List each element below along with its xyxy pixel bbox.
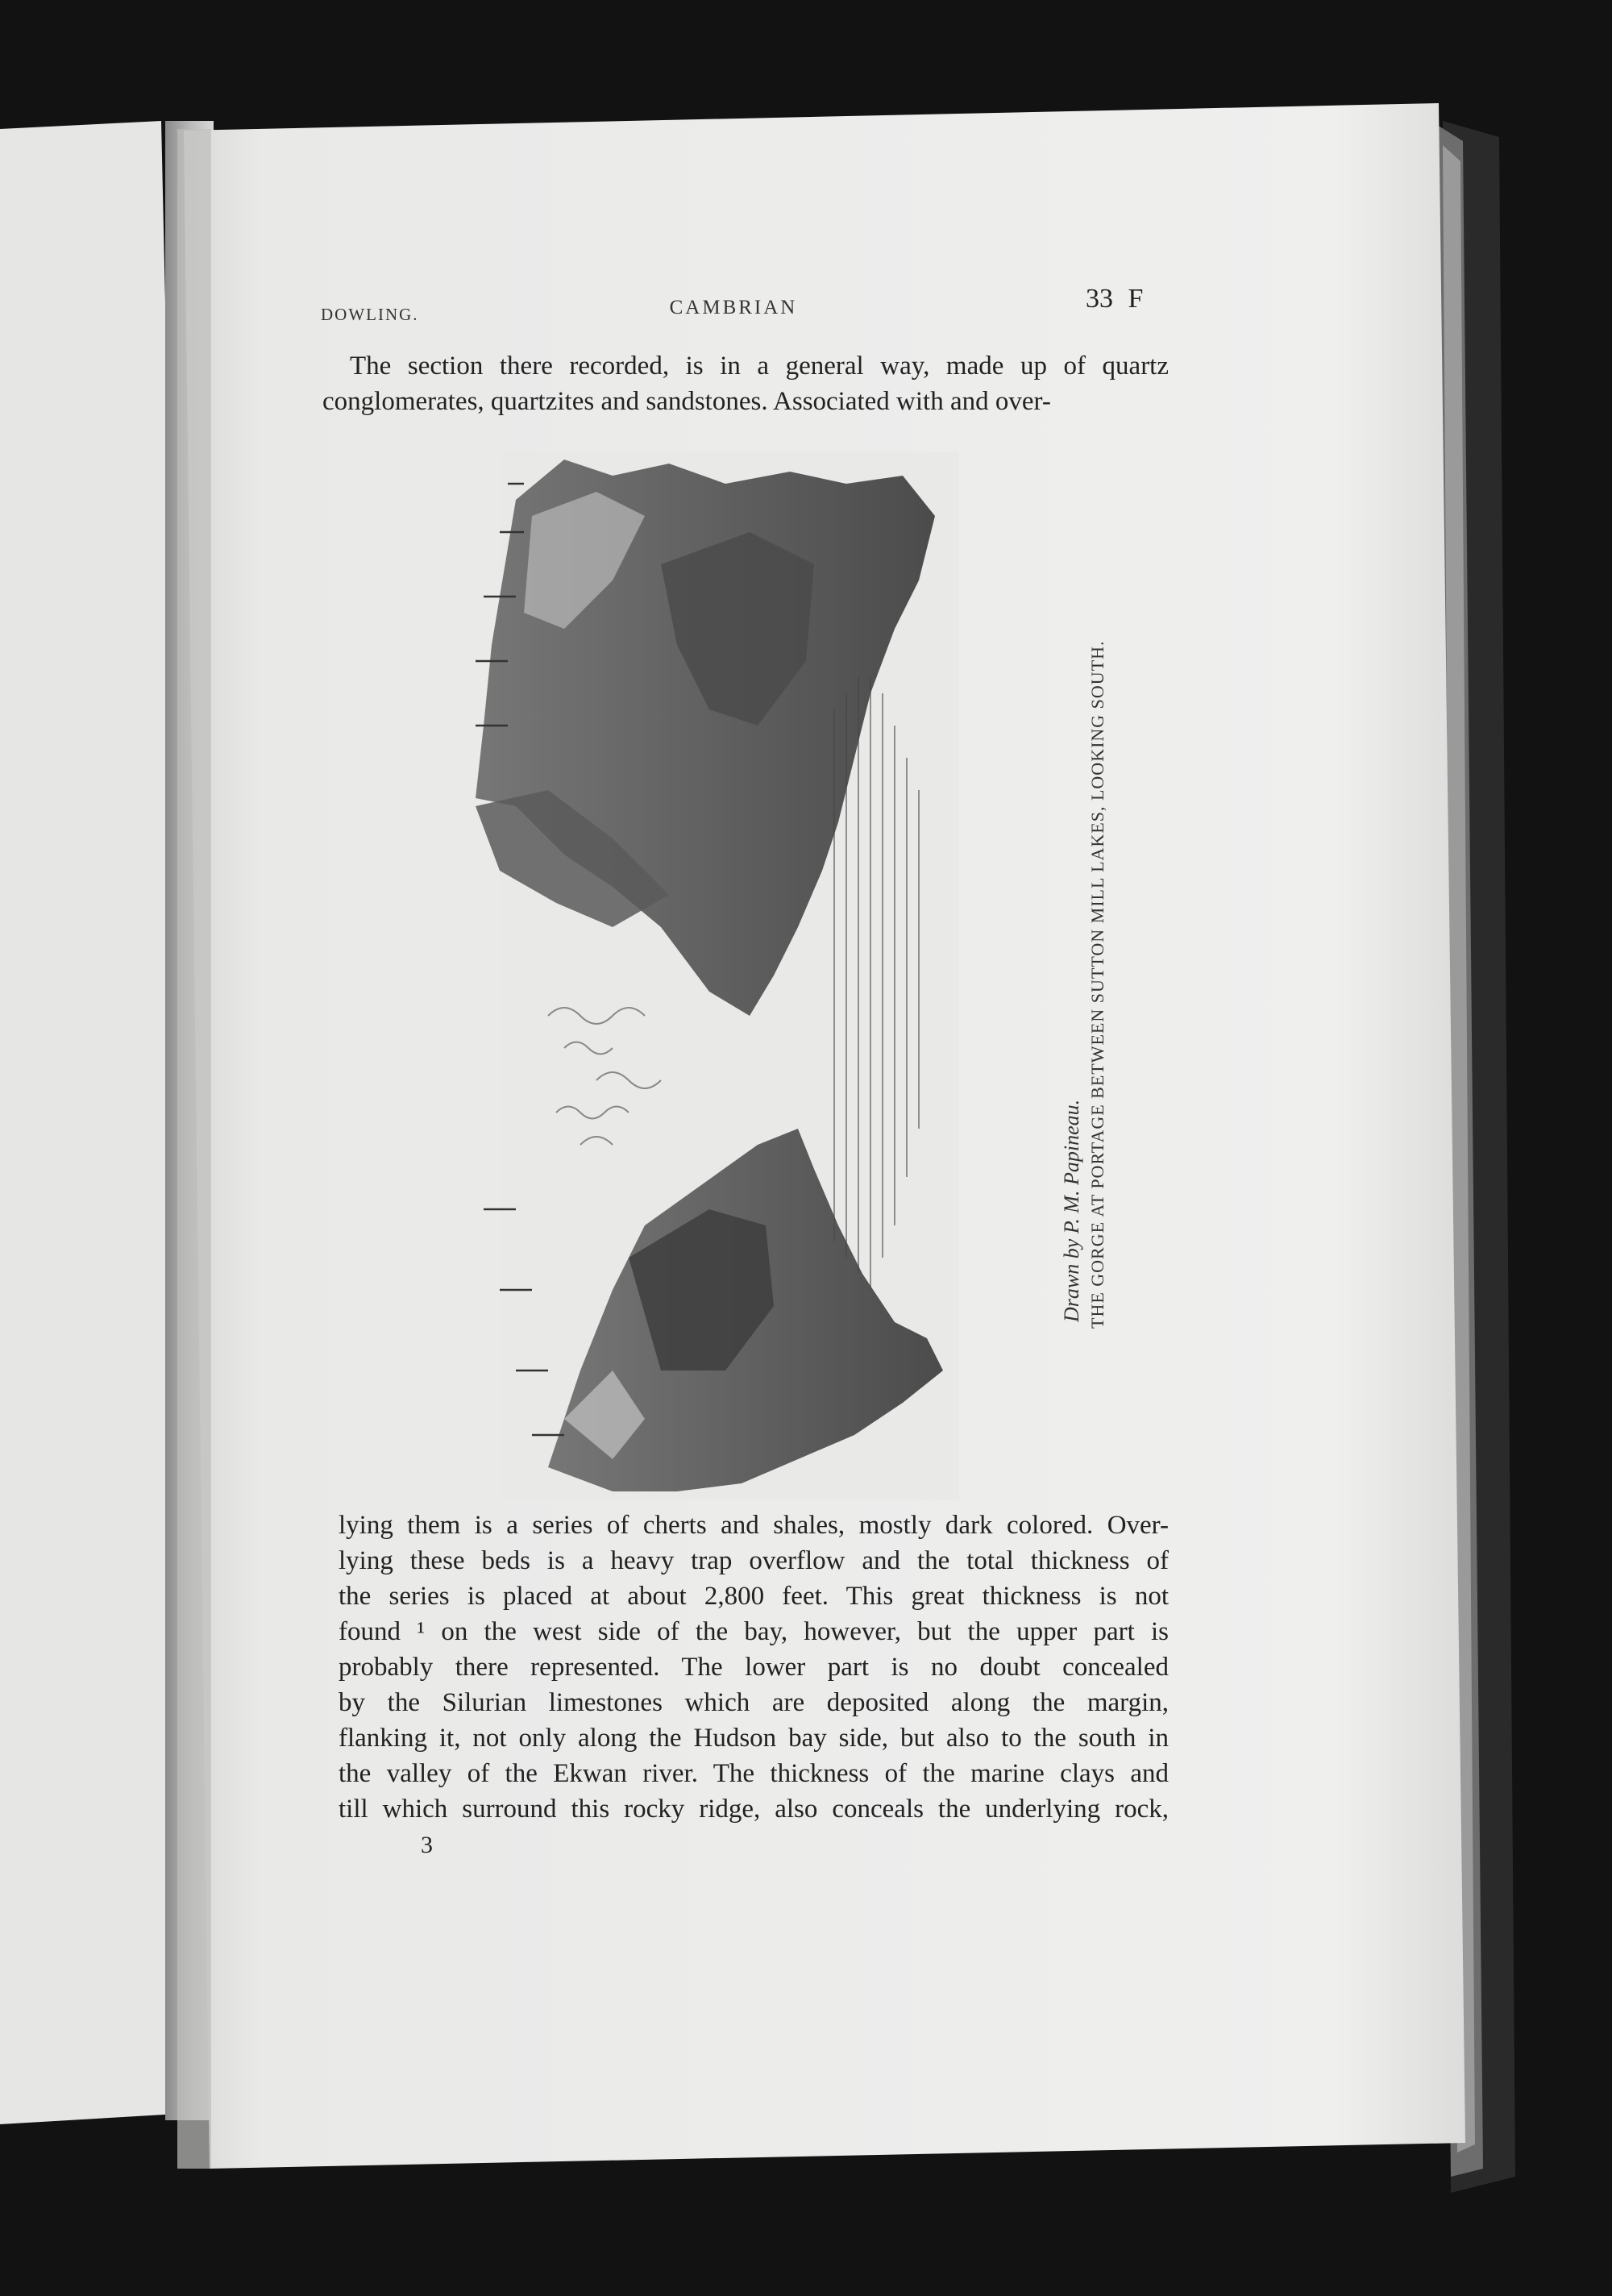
paragraph-bottom-line: lying them is a series of cherts and shales, mostly dark colored. Over- <box>339 1511 1169 1540</box>
paragraph-top-line: The section there recorded, is in a general way, made up of quartz <box>350 351 1169 381</box>
paragraph-top <box>322 348 1169 419</box>
running-head-section: CAMBRIAN <box>669 297 798 318</box>
paragraph-bottom-line: flanking it, not only along the Hudson bay side, but also to the south in <box>339 1724 1169 1753</box>
page-number: 33 F <box>1086 284 1144 314</box>
paragraph-bottom-line: by the Silurian limestones which are deposited along the margin, <box>339 1688 1169 1717</box>
signature-mark: 3 <box>421 1832 433 1858</box>
gorge-illustration <box>476 451 959 1499</box>
paragraph-bottom-line: lying these beds is a heavy trap overflow and the total thickness of <box>339 1546 1169 1575</box>
paragraph-bottom-line: till which surround this rocky ridge, also conceals the underlying rock, <box>339 1795 1169 1824</box>
paragraph-bottom <box>339 1508 1169 1827</box>
paragraph-bottom-line: found ¹ on the west side of the bay, however, but the upper part is <box>339 1617 1169 1646</box>
figure-caption <box>1060 640 1108 1329</box>
figure-title: THE GORGE AT PORTAGE BETWEEN SUTTON MILL LAKES, LOOKING SOUTH. <box>1087 640 1107 1329</box>
paragraph-bottom-line: the series is placed at about 2,800 feet. This great thickness is not <box>339 1582 1169 1611</box>
paragraph-bottom-line: the valley of the Ekwan river. The thickness of the marine clays and <box>339 1759 1169 1788</box>
figure-credit: Drawn by P. M. Papineau. <box>1060 1099 1083 1322</box>
paragraph-top-line: conglomerates, quartzites and sandstones. Associated with and over- <box>322 387 1051 416</box>
gutter-shadow <box>177 129 211 2169</box>
running-head-author: DOWLING. <box>321 305 419 324</box>
paragraph-bottom-line: probably there represented. The lower part is no doubt concealed <box>339 1653 1169 1682</box>
